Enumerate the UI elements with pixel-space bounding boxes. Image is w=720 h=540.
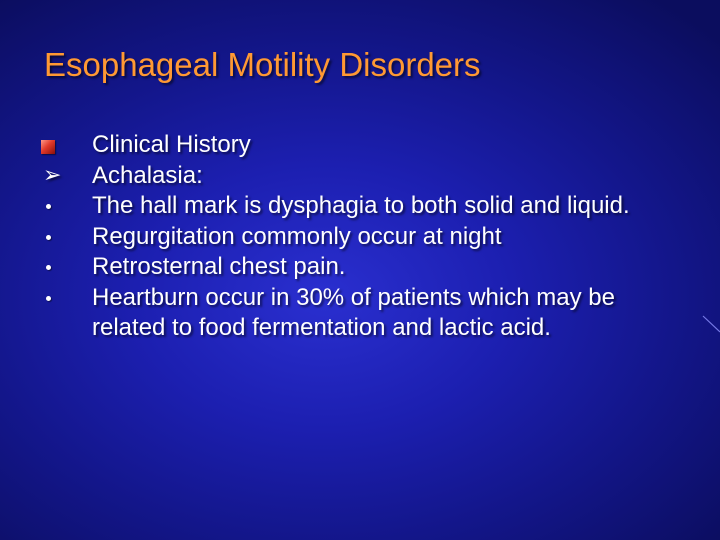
list-item-text: Achalasia: xyxy=(92,161,203,189)
list-item-heartburn xyxy=(38,283,678,344)
list-item-dysphagia xyxy=(38,191,678,222)
list-item-chest-pain xyxy=(38,252,678,283)
dot-icon xyxy=(38,283,68,314)
list-item-regurgitation xyxy=(38,222,678,253)
dot-icon xyxy=(38,222,68,253)
dot-icon xyxy=(38,252,68,283)
list-item-text: The hall mark is dysphagia to both solid and liquid. xyxy=(92,192,630,219)
list-item-text: Clinical History xyxy=(92,131,251,158)
list-item-text: Regurgitation commonly occur at night xyxy=(92,222,502,250)
list-item-text: Retrosternal chest pain. xyxy=(92,253,346,280)
bullet-list xyxy=(38,130,678,344)
slide-title: Esophageal Motility Disorders xyxy=(44,46,481,83)
arrow-right-icon: ➢ xyxy=(43,162,62,188)
dot-icon xyxy=(38,191,68,222)
list-item-clinical-history xyxy=(38,130,678,161)
list-item-text: Heartburn occur in 30% of patients which may be related to food fermentation and lactic acid. xyxy=(92,283,615,341)
red-square-icon xyxy=(38,130,68,161)
list-item-achalasia xyxy=(38,161,678,192)
